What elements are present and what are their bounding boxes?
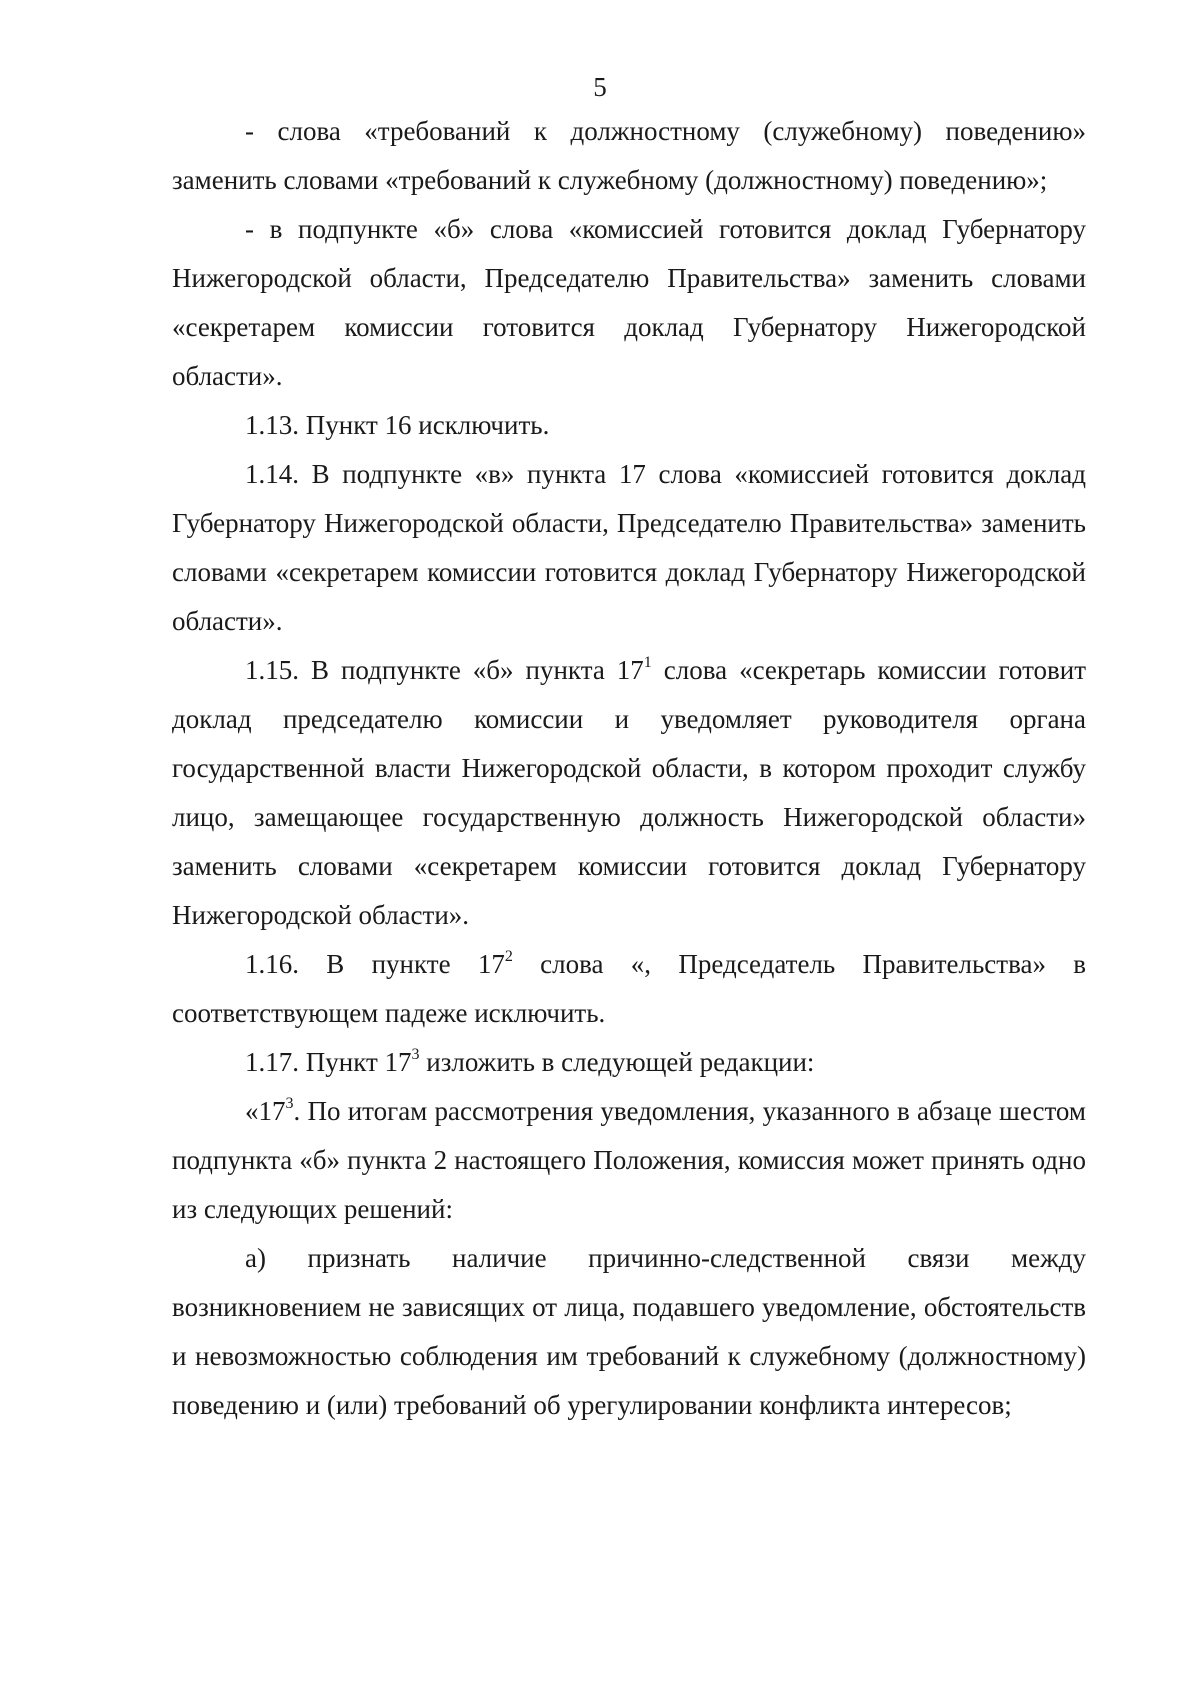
paragraph-text-before: 1.17. Пункт 17 [245, 1047, 412, 1077]
paragraph-text-after: слова «, Председатель Правительства» в соответствующем падеже исключить. [172, 949, 1087, 1028]
paragraph-1-13 [172, 401, 1086, 450]
paragraph-1-16 [172, 940, 1086, 1038]
paragraph-text-before: 1.16. В пункте 17 [245, 949, 505, 979]
superscript-index: 3 [285, 1095, 294, 1112]
page-number: 5 [593, 72, 607, 102]
paragraph-text: 1.13. Пункт 16 исключить. [245, 410, 550, 440]
superscript-index: 1 [643, 654, 652, 671]
paragraph-text: 1.14. В подпункте «в» пункта 17 слова «комиссией готовится доклад Губернатору Нижегородской области, Председателю Правительства» заменить словами «секретарем комиссии готовится доклад Губернатору Нижегородской области». [172, 459, 1086, 636]
paragraph-text-after: изложить в следующей редакции: [419, 1047, 815, 1077]
superscript-index: 3 [411, 1046, 420, 1063]
paragraph-word-replacement [172, 107, 1086, 205]
paragraph-subitem-b [172, 205, 1086, 401]
paragraph-1-15 [172, 646, 1086, 940]
paragraph-text-after: . По итогам рассмотрения уведомления, указанного в абзаце шестом подпункта «б» пункта 2 настоящего Положения, комиссия может принять одно из следующих решений: [172, 1096, 1086, 1224]
paragraph-text-before: «17 [245, 1096, 286, 1126]
document-body [172, 107, 1086, 1430]
paragraph-subitem-a [172, 1234, 1086, 1430]
paragraph-text-after: слова «секретарь комиссии готовит доклад председателю комиссии и уведомляет руководителя органа государственной власти Нижегородской области, в котором проходит службу лицо, замещающее государственную должность Нижегородской области» заменить словами «секретарем комиссии готовится доклад Губернатору Нижегородской области». [172, 655, 1087, 930]
paragraph-text: - в подпункте «б» слова «комиссией готовится доклад Губернатору Нижегородской области, Председателю Правительства» заменить словами «секретарем комиссии готовится доклад Губернатору Нижегородской области». [172, 214, 1086, 391]
paragraph-point-17-3 [172, 1087, 1086, 1234]
paragraph-text-before: 1.15. В подпункте «б» пункта 17 [245, 655, 644, 685]
superscript-index: 2 [504, 948, 513, 965]
paragraph-1-14 [172, 450, 1086, 646]
paragraph-text: а) признать наличие причинно-следственной связи между возникновением не зависящих от лица, подавшего уведомление, обстоятельств и невозможностью соблюдения им требований к служебному (должностному) поведению и (или) требований об урегулировании конфликта интересов; [172, 1243, 1086, 1420]
paragraph-1-17 [172, 1038, 1086, 1087]
paragraph-text: - слова «требований к должностному (служебному) поведению» заменить словами «требований к служебному (должностному) поведению»; [172, 116, 1086, 195]
